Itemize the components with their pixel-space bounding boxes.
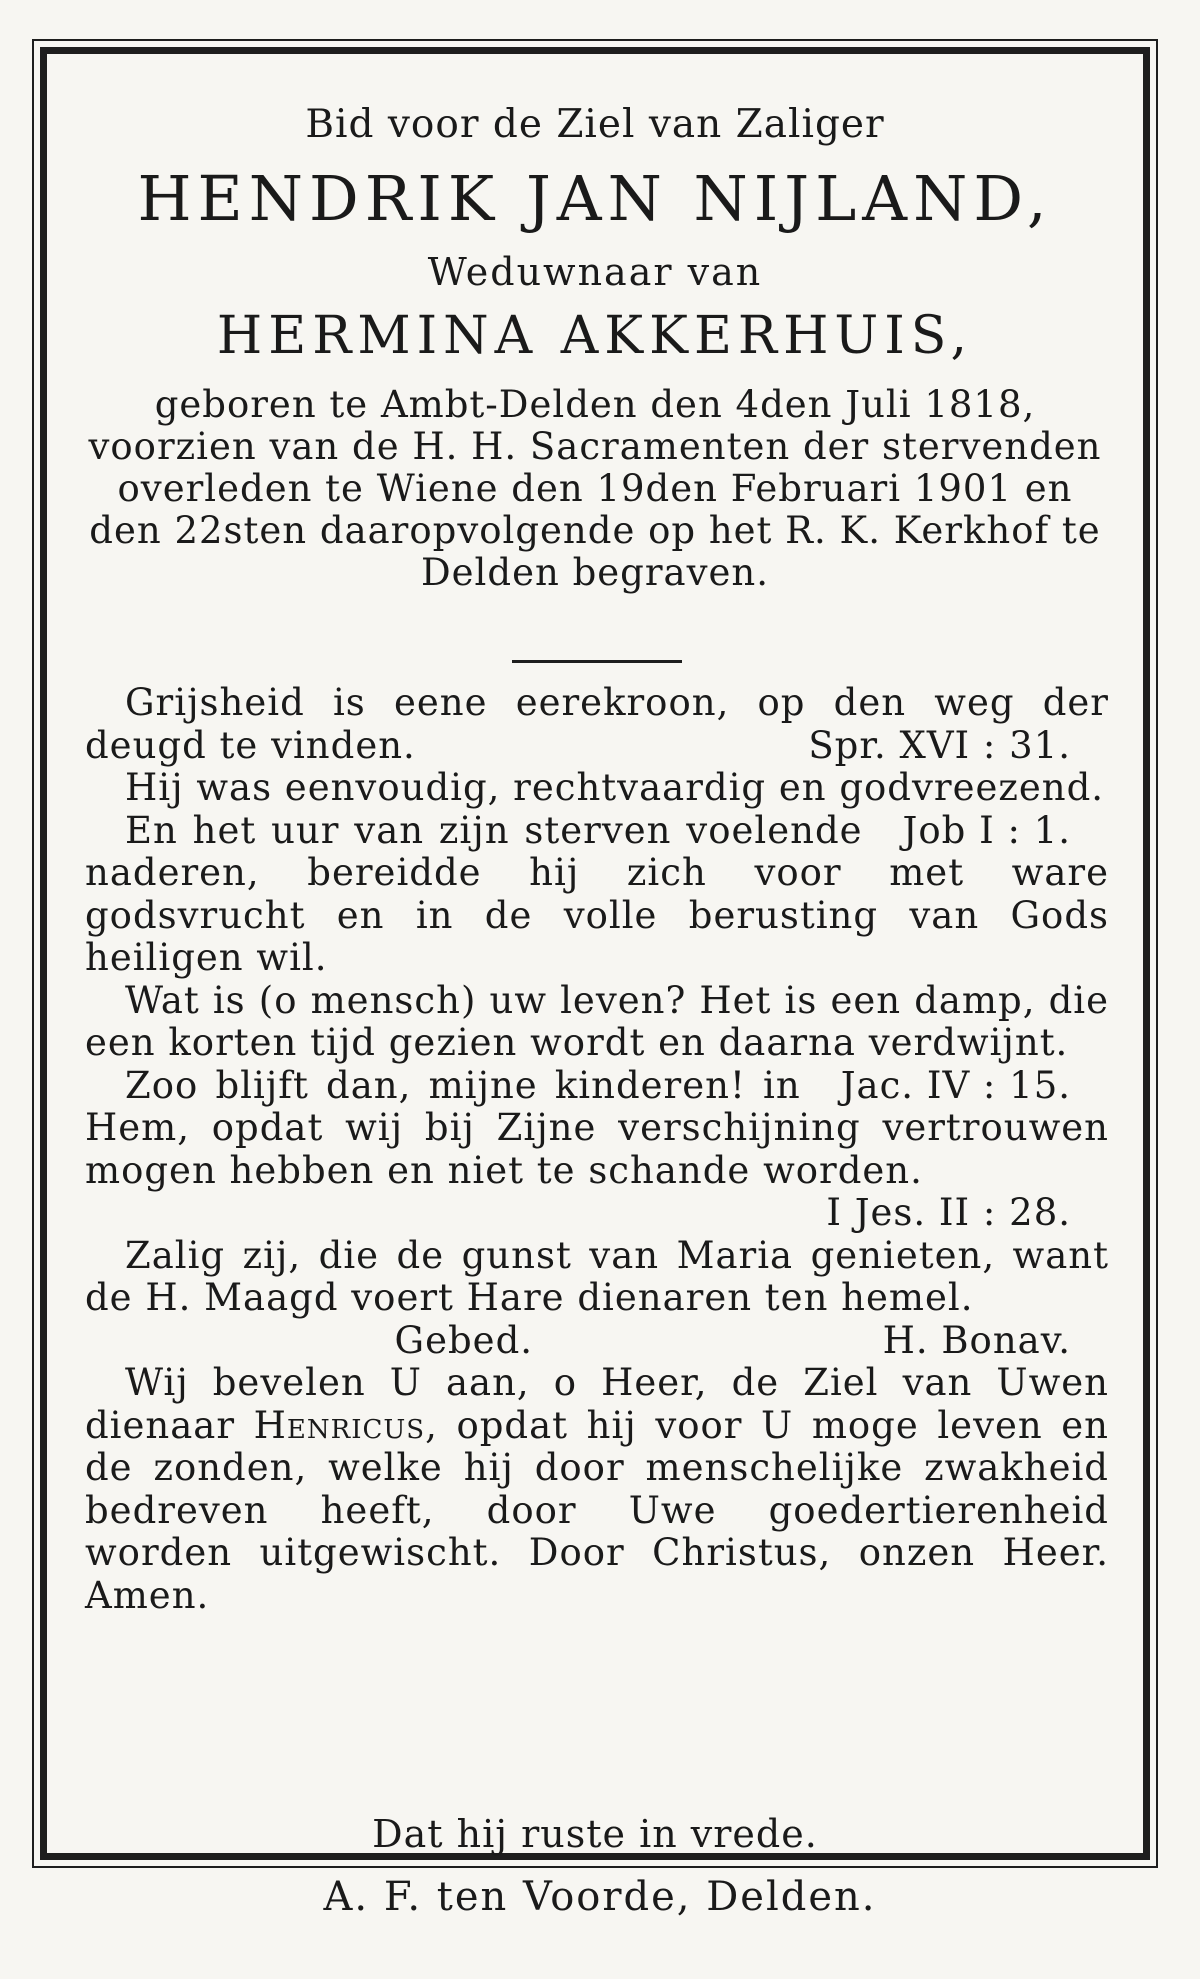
- widower-line: Weduwnaar van: [427, 250, 763, 294]
- biography-text: geboren te Ambt-Delden den 4den Juli 1818, voorzien van de H. H. Sacramenten der stervenden overleden te Wiene den 19den Februari 1901 en den 22sten daaropvolgende op het R. K. Kerkhof te Delden begraven.: [88, 383, 1102, 594]
- prayer-text-before: Wij bevelen U aan, o Heer, de Ziel van Uwen dienaar: [85, 1361, 1109, 1447]
- memorial-card: [40, 47, 1150, 1860]
- printer-credit: A. F. ten Voorde, Delden.: [323, 1874, 877, 1920]
- prayer-request-line: Bid voor de Ziel van Zaliger: [305, 102, 885, 147]
- verse: [85, 978, 1109, 1107]
- verse-text: Zalig zij, die de gunst van Maria genieten, want de H. Maagd voert Hare dienaren ten hemel.: [85, 1233, 1109, 1319]
- prayer-text: [85, 1362, 1109, 1617]
- closing-line: Dat hij ruste in vrede.: [372, 1812, 818, 1856]
- verse-text: En het uur van zijn sterven voelende naderen, bereidde hij zich voor met ware godsvrucht en in de volle berusting van Gods heiligen wil.: [85, 808, 1109, 979]
- verse-source: I Jes. II : 28.: [826, 1191, 1071, 1234]
- verse-text: Grijsheid is eene eerekroon, op den weg der deugd te vinden.: [85, 681, 1109, 767]
- prayer-title: Gebed.: [394, 1318, 534, 1362]
- verse-source: H. Bonav.: [882, 1318, 1071, 1362]
- verse: [85, 766, 1109, 852]
- verse-source: Jac. IV : 15.: [840, 1063, 1071, 1107]
- verse-source: Job I : 1.: [902, 808, 1071, 852]
- prayer-name: Henricus: [253, 1403, 426, 1447]
- verse-text: Zoo blijft dan, mijne kinderen! in Hem, opdat wij bij Zijne verschijning vertrouwen mogen hebben en niet te schande worden.: [85, 1063, 1109, 1192]
- verse-text: Hij was eenvoudig, rechtvaardig en godvreezend.: [125, 766, 1105, 809]
- prayer-text-after: , opdat hij voor U moge leven en de zonden, welke hij door menschelijke zwakheid bedreven heeft, door Uwe goedertierenheid worden uitgewischt. Door Christus, onzen Heer. Amen.: [85, 1403, 1110, 1617]
- verse-source: Spr. XVI : 31.: [808, 723, 1071, 767]
- verse: [85, 682, 1109, 767]
- deceased-name: HENDRIK JAN NIJLAND,: [137, 162, 1053, 235]
- divider: [512, 660, 682, 663]
- verses-block: [85, 682, 1109, 1617]
- verse-text: Wat is (o mensch) uw leven? Het is een damp, die een korten tijd gezien wordt en daarna verdwijnt.: [85, 978, 1109, 1064]
- spouse-name: HERMINA AKKERHUIS,: [216, 306, 974, 366]
